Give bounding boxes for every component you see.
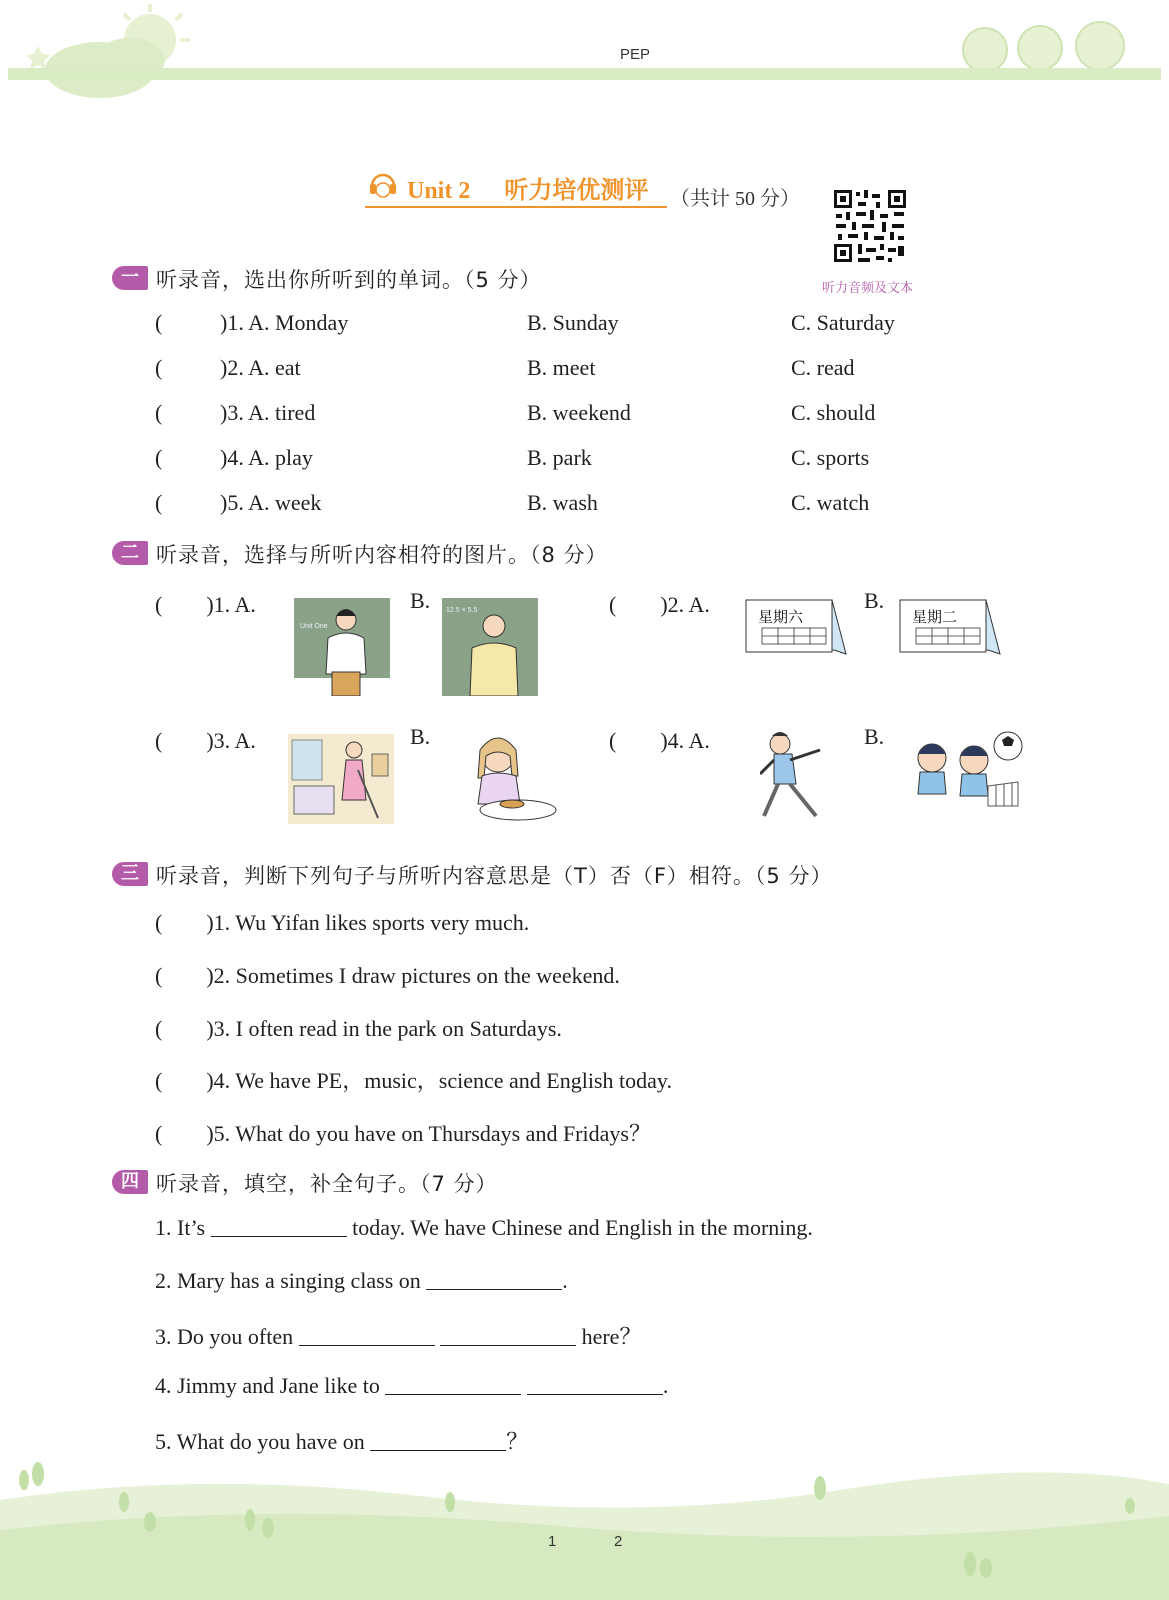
calendar-saturday-image [742, 592, 852, 662]
fill-blank[interactable] [370, 1430, 506, 1451]
sentence-text: 5. What do you have on [155, 1429, 365, 1454]
unit-number: Unit 2 [407, 178, 471, 204]
section-2-badge: 二 [112, 541, 148, 565]
picture-question-1[interactable]: ( )1. A. [155, 592, 256, 617]
title-total-score: （共计 50 分） [670, 188, 800, 210]
option-b: B. Sunday [527, 310, 619, 335]
option-c: C. should [791, 400, 876, 425]
unit-test-name: 听力培优测评 [504, 175, 649, 204]
option-b: B. park [527, 445, 592, 470]
sentence-text: . [662, 1373, 669, 1398]
option-b: B. weekend [527, 400, 631, 425]
qr-caption: 听力音频及文本 [822, 280, 914, 295]
section-1-instruction: 听录音，选出你所听到的单词。（5 分） [156, 268, 542, 292]
sun-cloud-icon [26, 4, 190, 98]
sentence-text: . [562, 1268, 568, 1293]
fill-blank[interactable] [211, 1216, 347, 1237]
fill-sentence-1 [155, 1215, 813, 1241]
fill-sentence-3 [155, 1320, 641, 1351]
picture-option-b: B. [864, 724, 885, 749]
option-a: )1. A. Monday [220, 310, 349, 335]
section-4-instruction: 听录音，填空，补全句子。（7 分） [156, 1172, 498, 1196]
title-underline [365, 206, 667, 208]
sentence-text: 3. Do you often [155, 1324, 294, 1349]
sentence-text: ？ [506, 1429, 529, 1454]
calendar-label: 星期六 [758, 608, 804, 626]
calendar-label: 星期二 [912, 608, 958, 626]
unit-title [365, 170, 648, 214]
fill-blank[interactable] [299, 1325, 435, 1346]
section-3-badge: 三 [112, 862, 148, 886]
section-2-instruction: 听录音，选择与所听内容相符的图片。（8 分） [156, 543, 608, 567]
teacher-math-image [442, 598, 538, 696]
option-c: C. sports [791, 445, 870, 470]
sentence-text: 1. It’s [155, 1215, 206, 1240]
animal-faces-icon [963, 22, 1124, 72]
header-decoration [0, 0, 1169, 110]
answer-paren[interactable]: ( [155, 400, 163, 425]
footer-hills-decoration [0, 1460, 1169, 1600]
fill-sentence-2 [155, 1268, 568, 1294]
answer-paren[interactable]: ( [155, 355, 163, 380]
girl-eating-image [458, 730, 558, 822]
calendar-tuesday-image [896, 592, 1006, 662]
true-false-item[interactable]: ( )1. Wu Yifan likes sports very much. [155, 910, 530, 935]
picture-question-2[interactable]: ( )2. A. [609, 592, 710, 617]
option-a: )4. A. play [220, 445, 313, 470]
option-b: B. wash [527, 490, 598, 515]
boys-football-image [904, 730, 1026, 816]
boy-exercising-image [760, 730, 830, 822]
true-false-item[interactable]: ( )2. Sometimes I draw pictures on the weekend. [155, 963, 620, 988]
qr-code-icon[interactable] [832, 188, 908, 264]
option-a: )2. A. eat [220, 355, 301, 380]
fill-blank[interactable] [385, 1374, 521, 1395]
option-a: )3. A. tired [220, 400, 316, 425]
true-false-item[interactable]: ( )4. We have PE，music，science and English today. [155, 1068, 672, 1093]
answer-paren[interactable]: ( [155, 490, 163, 515]
page-number-right: 2 [614, 1533, 623, 1550]
true-false-item[interactable]: ( )3. I often read in the park on Saturdays. [155, 1016, 562, 1041]
picture-question-4[interactable]: ( )4. A. [609, 728, 710, 753]
answer-paren[interactable]: ( [155, 310, 163, 335]
section-3-instruction: 听录音，判断下列句子与所听内容意思是（T）否（F）相符。（5 分） [156, 864, 833, 888]
picture-question-3[interactable]: ( )3. A. [155, 728, 256, 753]
option-c: C. Saturday [791, 310, 895, 335]
board-text: 12.5 × 5.5 [446, 607, 478, 614]
option-b: B. meet [527, 355, 596, 380]
sentence-text: here？ [581, 1324, 642, 1349]
header-label: PEP [620, 46, 651, 63]
cleaning-room-image [288, 734, 394, 824]
fill-sentence-5 [155, 1425, 528, 1456]
sentence-text: 2. Mary has a singing class on [155, 1268, 421, 1293]
page-number-left: 1 [548, 1533, 557, 1550]
picture-option-b: B. [410, 588, 431, 613]
header-bar [8, 68, 1161, 80]
sentence-text: 4. Jimmy and Jane like to [155, 1373, 380, 1398]
option-a: )5. A. week [220, 490, 322, 515]
fill-blank[interactable] [426, 1269, 562, 1290]
picture-option-b: B. [410, 724, 431, 749]
picture-option-b: B. [864, 588, 885, 613]
fill-blank[interactable] [440, 1325, 576, 1346]
answer-paren[interactable]: ( [155, 445, 163, 470]
section-1-badge: 一 [112, 266, 148, 290]
board-text: Unit One [300, 623, 328, 630]
option-c: C. read [791, 355, 855, 380]
true-false-item[interactable]: ( )5. What do you have on Thursdays and Fridays？ [155, 1121, 651, 1146]
option-c: C. watch [791, 490, 870, 515]
fill-sentence-4 [155, 1373, 668, 1399]
section-4-badge: 四 [112, 1170, 148, 1194]
sentence-text: today. We have Chinese and English in the morning. [352, 1215, 813, 1240]
teacher-english-image [294, 598, 390, 696]
fill-blank[interactable] [527, 1374, 663, 1395]
